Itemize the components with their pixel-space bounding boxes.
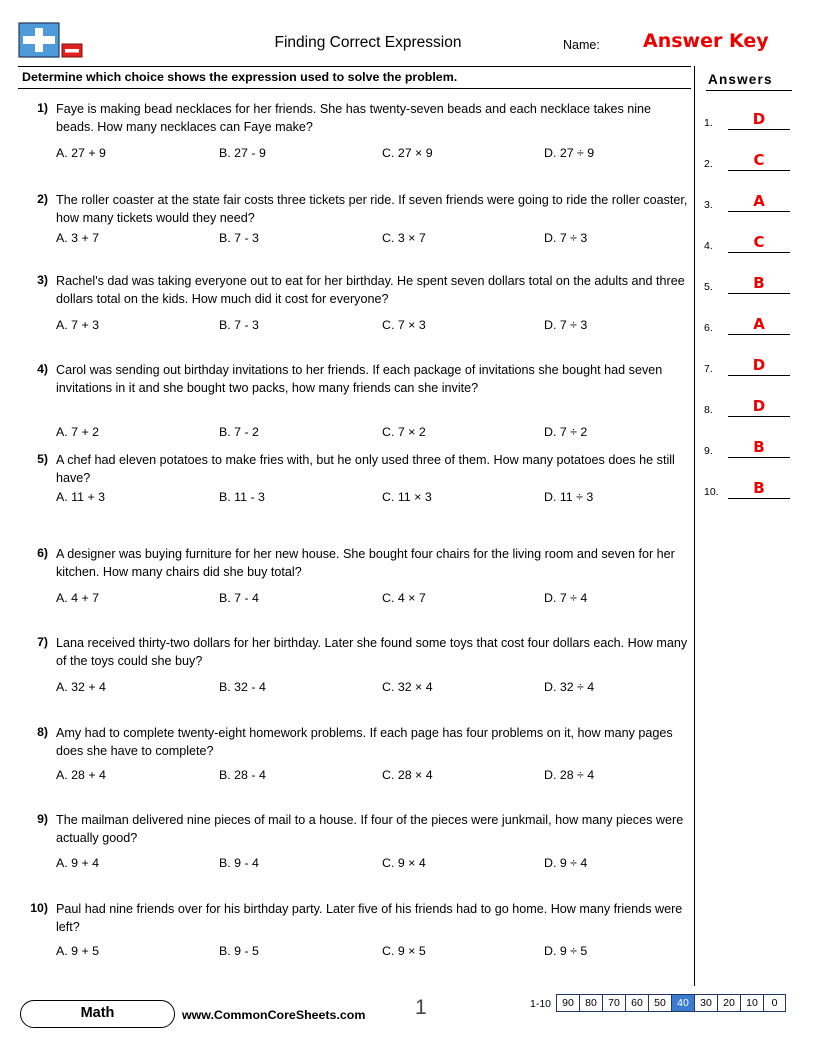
choice-a[interactable]: A. 27 + 9 bbox=[56, 146, 106, 160]
question-number: 8) bbox=[37, 725, 48, 739]
question-number: 3) bbox=[37, 273, 48, 287]
choice-c[interactable]: C. 32 × 4 bbox=[382, 680, 433, 694]
answer-row bbox=[704, 391, 796, 417]
answers-column-title: Answers bbox=[708, 72, 773, 87]
answer-row bbox=[704, 309, 796, 335]
choice-row bbox=[34, 768, 666, 786]
choice-d[interactable]: D. 9 ÷ 4 bbox=[544, 856, 588, 870]
question-number: 2) bbox=[37, 192, 48, 206]
choice-d[interactable]: D. 7 ÷ 4 bbox=[544, 591, 588, 605]
question-text: Paul had nine friends over for his birthday party. Later five of his friends had to go home. How many friends were left? bbox=[56, 902, 683, 934]
question-text: Amy had to complete twenty-eight homework problems. If each page has four problems on it, how many pages does she have to complete? bbox=[56, 726, 673, 758]
answer-value: A bbox=[753, 192, 765, 210]
answers-title-underline bbox=[706, 90, 792, 91]
choice-c[interactable]: C. 3 × 7 bbox=[382, 231, 426, 245]
score-range-label: 1-10 bbox=[530, 998, 552, 1010]
website-url: www.CommonCoreSheets.com bbox=[182, 1008, 366, 1022]
choice-row bbox=[34, 490, 666, 508]
directions-divider bbox=[18, 88, 691, 89]
answer-number: 9. bbox=[704, 445, 713, 457]
choice-b[interactable]: B. 9 - 5 bbox=[219, 944, 259, 958]
subject-label: Math bbox=[80, 1005, 115, 1021]
score-cell: 50 bbox=[648, 994, 671, 1012]
choice-b[interactable]: B. 7 - 4 bbox=[219, 591, 259, 605]
answer-number: 8. bbox=[704, 404, 713, 416]
choice-d[interactable]: D. 7 ÷ 3 bbox=[544, 318, 588, 332]
score-strip bbox=[530, 994, 786, 1012]
question-text: The mailman delivered nine pieces of mail to a house. If four of the pieces were junkmail, how many pieces were actually good? bbox=[56, 813, 684, 845]
question-text: Carol was sending out birthday invitations to her friends. If each package of invitations she bought had seven invitations in it and she bought two packs, how many friends can she invite? bbox=[56, 363, 663, 395]
choice-d[interactable]: D. 9 ÷ 5 bbox=[544, 944, 588, 958]
choice-row bbox=[34, 231, 666, 249]
answer-value: D bbox=[752, 356, 766, 374]
choice-d[interactable]: D. 11 ÷ 3 bbox=[544, 490, 594, 504]
question-text: Rachel's dad was taking everyone out to eat for her birthday. He spent seven dollars total on the adults and three dollars total on the kids. How much did it cost for everyone? bbox=[56, 274, 685, 306]
header-divider bbox=[18, 66, 691, 67]
choice-c[interactable]: C. 11 × 3 bbox=[382, 490, 432, 504]
answer-row bbox=[704, 473, 796, 499]
question-number: 1) bbox=[37, 101, 48, 115]
choice-a[interactable]: A. 9 + 4 bbox=[56, 856, 100, 870]
choice-a[interactable]: A. 9 + 5 bbox=[56, 944, 100, 958]
choice-b[interactable]: B. 9 - 4 bbox=[219, 856, 259, 870]
choice-c[interactable]: C. 7 × 2 bbox=[382, 425, 426, 439]
choice-d[interactable]: D. 28 ÷ 4 bbox=[544, 768, 595, 782]
choice-b[interactable]: B. 7 - 2 bbox=[219, 425, 259, 439]
score-cell: 10 bbox=[740, 994, 763, 1012]
question-number: 10) bbox=[30, 901, 48, 915]
answer-row bbox=[704, 104, 796, 130]
choice-a[interactable]: A. 28 + 4 bbox=[56, 768, 106, 782]
answer-row bbox=[704, 268, 796, 294]
answer-row bbox=[704, 432, 796, 458]
choice-row bbox=[34, 680, 666, 698]
choice-d[interactable]: D. 7 ÷ 2 bbox=[544, 425, 588, 439]
answer-value: D bbox=[752, 397, 766, 415]
answer-value: D bbox=[752, 110, 766, 128]
choice-b[interactable]: B. 28 - 4 bbox=[219, 768, 266, 782]
subject-badge bbox=[20, 1000, 175, 1028]
answers-column-divider bbox=[694, 66, 695, 986]
answer-number: 6. bbox=[704, 322, 713, 334]
choice-a[interactable]: A. 3 + 7 bbox=[56, 231, 100, 245]
choice-row bbox=[34, 425, 666, 443]
score-cell: 90 bbox=[556, 994, 579, 1012]
choice-a[interactable]: A. 7 + 3 bbox=[56, 318, 100, 332]
answer-row bbox=[704, 186, 796, 212]
choice-d[interactable]: D. 32 ÷ 4 bbox=[544, 680, 595, 694]
question-text: A chef had eleven potatoes to make fries with, but he only used three of them. How many potatoes does he still have? bbox=[56, 453, 675, 485]
choice-c[interactable]: C. 27 × 9 bbox=[382, 146, 433, 160]
choice-row bbox=[34, 591, 666, 609]
score-cell: 0 bbox=[763, 994, 786, 1012]
question-text: A designer was buying furniture for her new house. She bought four chairs for the living room and seven for her kitchen. How many chairs did she buy total? bbox=[56, 547, 675, 579]
answer-row bbox=[704, 350, 796, 376]
choice-c[interactable]: C. 28 × 4 bbox=[382, 768, 433, 782]
choice-b[interactable]: B. 32 - 4 bbox=[219, 680, 266, 694]
choice-d[interactable]: D. 7 ÷ 3 bbox=[544, 231, 588, 245]
answer-row bbox=[704, 145, 796, 171]
answer-number: 3. bbox=[704, 199, 713, 211]
choice-c[interactable]: C. 9 × 5 bbox=[382, 944, 426, 958]
choice-a[interactable]: A. 11 + 3 bbox=[56, 490, 106, 504]
question-text: Faye is making bead necklaces for her friends. She has twenty-seven beads and each necklace takes nine beads. How many necklaces can Faye make? bbox=[56, 102, 652, 134]
choice-b[interactable]: B. 27 - 9 bbox=[219, 146, 266, 160]
worksheet-header bbox=[18, 22, 798, 66]
name-label: Name: bbox=[563, 38, 600, 52]
choice-row bbox=[34, 944, 666, 962]
answer-value: B bbox=[753, 274, 765, 292]
directions-text: Determine which choice shows the expression used to solve the problem. bbox=[22, 70, 458, 84]
answer-key-stamp: Answer Key bbox=[643, 30, 769, 52]
choice-c[interactable]: C. 4 × 7 bbox=[382, 591, 426, 605]
question-number: 5) bbox=[37, 452, 48, 466]
choice-row bbox=[34, 856, 666, 874]
page-title: Finding Correct Expression bbox=[274, 34, 462, 51]
answer-number: 1. bbox=[704, 117, 713, 129]
answer-number: 7. bbox=[704, 363, 713, 375]
answer-number: 5. bbox=[704, 281, 713, 293]
choice-b[interactable]: B. 11 - 3 bbox=[219, 490, 265, 504]
question-number: 6) bbox=[37, 546, 48, 560]
score-cell: 80 bbox=[579, 994, 602, 1012]
question-number: 4) bbox=[37, 362, 48, 376]
answer-value: C bbox=[753, 233, 765, 251]
question-text: The roller coaster at the state fair costs three tickets per ride. If seven friends were going to ride the roller coaster, how many tickets would they need? bbox=[56, 193, 688, 225]
choice-b[interactable]: B. 7 - 3 bbox=[219, 318, 259, 332]
choice-a[interactable]: A. 7 + 2 bbox=[56, 425, 100, 439]
question-number: 9) bbox=[37, 812, 48, 826]
answer-value: B bbox=[753, 438, 765, 456]
score-cell: 30 bbox=[694, 994, 717, 1012]
score-cell-highlighted: 40 bbox=[671, 994, 694, 1012]
score-cell: 20 bbox=[717, 994, 740, 1012]
score-cell: 60 bbox=[625, 994, 648, 1012]
answer-value: B bbox=[753, 479, 765, 497]
answer-number: 4. bbox=[704, 240, 713, 252]
choice-d[interactable]: D. 27 ÷ 9 bbox=[544, 146, 595, 160]
answer-value: A bbox=[753, 315, 765, 333]
question-text: Lana received thirty-two dollars for her birthday. Later she found some toys that cost four dollars each. How many of the toys could she buy? bbox=[56, 636, 688, 668]
choice-row bbox=[34, 146, 666, 164]
score-cell: 70 bbox=[602, 994, 625, 1012]
choice-a[interactable]: A. 4 + 7 bbox=[56, 591, 100, 605]
choice-b[interactable]: B. 7 - 3 bbox=[219, 231, 259, 245]
answer-value: C bbox=[753, 151, 765, 169]
choice-row bbox=[34, 318, 666, 336]
choice-c[interactable]: C. 9 × 4 bbox=[382, 856, 426, 870]
question-number: 7) bbox=[37, 635, 48, 649]
math-plus-minus-logo-icon bbox=[18, 22, 84, 64]
answer-number: 2. bbox=[704, 158, 713, 170]
choice-a[interactable]: A. 32 + 4 bbox=[56, 680, 106, 694]
choice-c[interactable]: C. 7 × 3 bbox=[382, 318, 426, 332]
answer-number: 10. bbox=[704, 486, 719, 498]
page-number: 1 bbox=[415, 996, 427, 1019]
answer-row bbox=[704, 227, 796, 253]
